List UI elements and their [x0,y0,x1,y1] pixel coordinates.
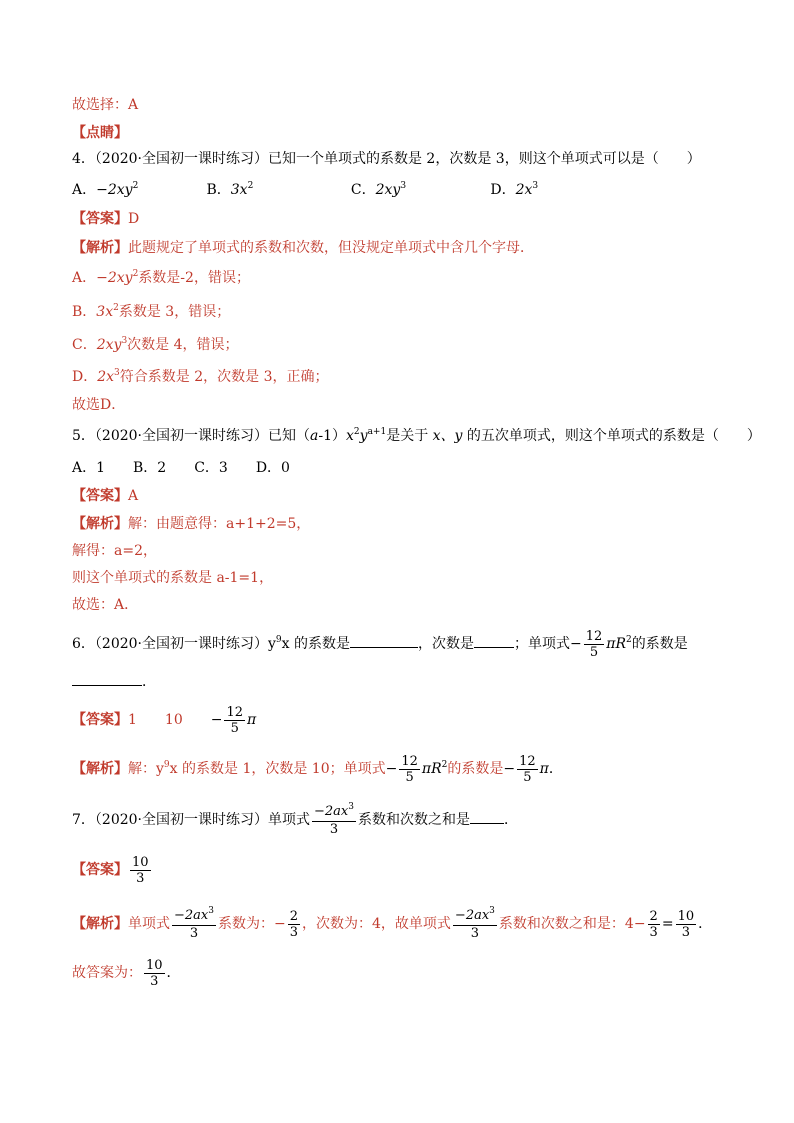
q6-answer-fraction: $\frac{12}{5}$ [226,704,244,736]
q7-blank[interactable] [470,811,504,824]
q6-blank-1[interactable] [350,635,418,648]
q5-analysis-line-3: 则这个单项式的系数是 a-1=1， [72,570,274,586]
q7-final: 故答案为： $\frac{10}{3}$ ． [72,957,181,989]
q6-answer: 【答案】1 10 − $\frac{12}{5}$ π [72,704,257,736]
q6-analysis: 【解析】解：$y^9x$ 的系数是 1，次数是 10；单项式− $\frac{12}{5}$ $\pi R^2$的系数是− $\frac{12}{5}$ π． [72,753,563,785]
q6-blank-2[interactable] [474,635,514,648]
q6-analysis-fraction-1: $\frac{12}{5}$ [401,753,418,785]
q6-stem: 6．（2020·全国初一课时练习）$y^9x$ 的系数是 ，次数是 ；单项式− $\frac{12}{5}$ $\pi R^2$的系数是 [72,628,688,660]
q4-answer: 【答案】D [72,211,140,227]
q5-answer: 【答案】A [72,488,139,504]
q7-analysis-fraction-4: $\frac{2}{3}$ [649,908,658,940]
q7-analysis-fraction-5: $\frac{10}{3}$ [677,908,695,940]
q5-stem: 5．（2020·全国初一课时练习）已知$(a-1)x^2y^{a+1}$是关于 x、y 的五次单项式，则这个单项式的系数是（ ） [72,427,761,444]
q7-answer-fraction: $\frac{10}{3}$ [132,854,149,886]
q6-fraction: $\frac{12}{5}$ [585,628,603,660]
q4-analysis-line-c: C．$2xy^3$次数是 4，错误； [72,336,239,353]
q4-analysis-line-a: A．$-2xy^2$系数是-2，错误； [72,269,250,286]
q4-stem: 4．（2020·全国初一课时练习）已知一个单项式的系数是 2，次数是 3，则这个单项式可以是（ ） [72,151,701,167]
q7-analysis-fraction-2: $\frac{2}{3}$ [289,908,298,940]
q7-analysis-fraction-1: $\frac{-2ax^3}{3}$ [174,905,214,941]
q4-option-a: A．$-2xy^2$ [72,181,139,198]
q7-fraction: $\frac{-2ax^3}{3}$ [314,801,354,837]
dianjing-tag: 【点睛】 [72,125,128,141]
q6-blank-3[interactable] [72,673,142,686]
q4-conclusion: 故选D． [72,397,126,413]
q7-final-fraction: $\frac{10}{3}$ [146,957,163,989]
q6-analysis-fraction-2: $\frac{12}{5}$ [519,753,536,785]
q5-analysis-line-4: 故选：A． [72,597,139,613]
q7-answer: 【答案】 $\frac{10}{3}$ [72,854,149,886]
q5-options: A．1 B．2 C．3 D．0 [72,460,290,476]
q7-stem: 7．（2020·全国初一课时练习）单项式 $\frac{-2ax^3}{3}$ 系数和次数之和是 ． [72,801,518,837]
q5-analysis-line-2: 解得：a=2， [72,543,157,559]
q7-analysis: 【解析】单项式 $\frac{-2ax^3}{3}$ 系数为：− $\frac{2}{3}$ ，次数为：4，故单项式 $\frac{-2ax^3}{3}$ 系数和次数之和是：4− $\frac{2}{3}$ = $\frac{10}{3}$ ． [72,905,713,941]
q4-option-c: C．$2xy^3$ [350,181,407,198]
q6-blank-line: ． [72,673,156,691]
q4-analysis: 【解析】此题规定了单项式的系数和次数，但没规定单项式中含几个字母． [72,240,534,256]
q5-analysis: 【解析】解：由题意得：a+1+2=5， [72,516,311,532]
q4-options [72,181,538,201]
q4-option-b: B．$3x^2$ [206,181,254,198]
q4-analysis-line-b: B．$3x^2$系数是 3，错误； [72,303,231,320]
q4-analysis-line-d: D．$2x^3$符合系数是 2，次数是 3，正确； [72,368,329,385]
q7-analysis-fraction-3: $\frac{-2ax^3}{3}$ [454,905,495,941]
q4-option-d: D．$2x^3$ [490,181,539,198]
previous-answer-line: 故选择：A [72,97,139,113]
